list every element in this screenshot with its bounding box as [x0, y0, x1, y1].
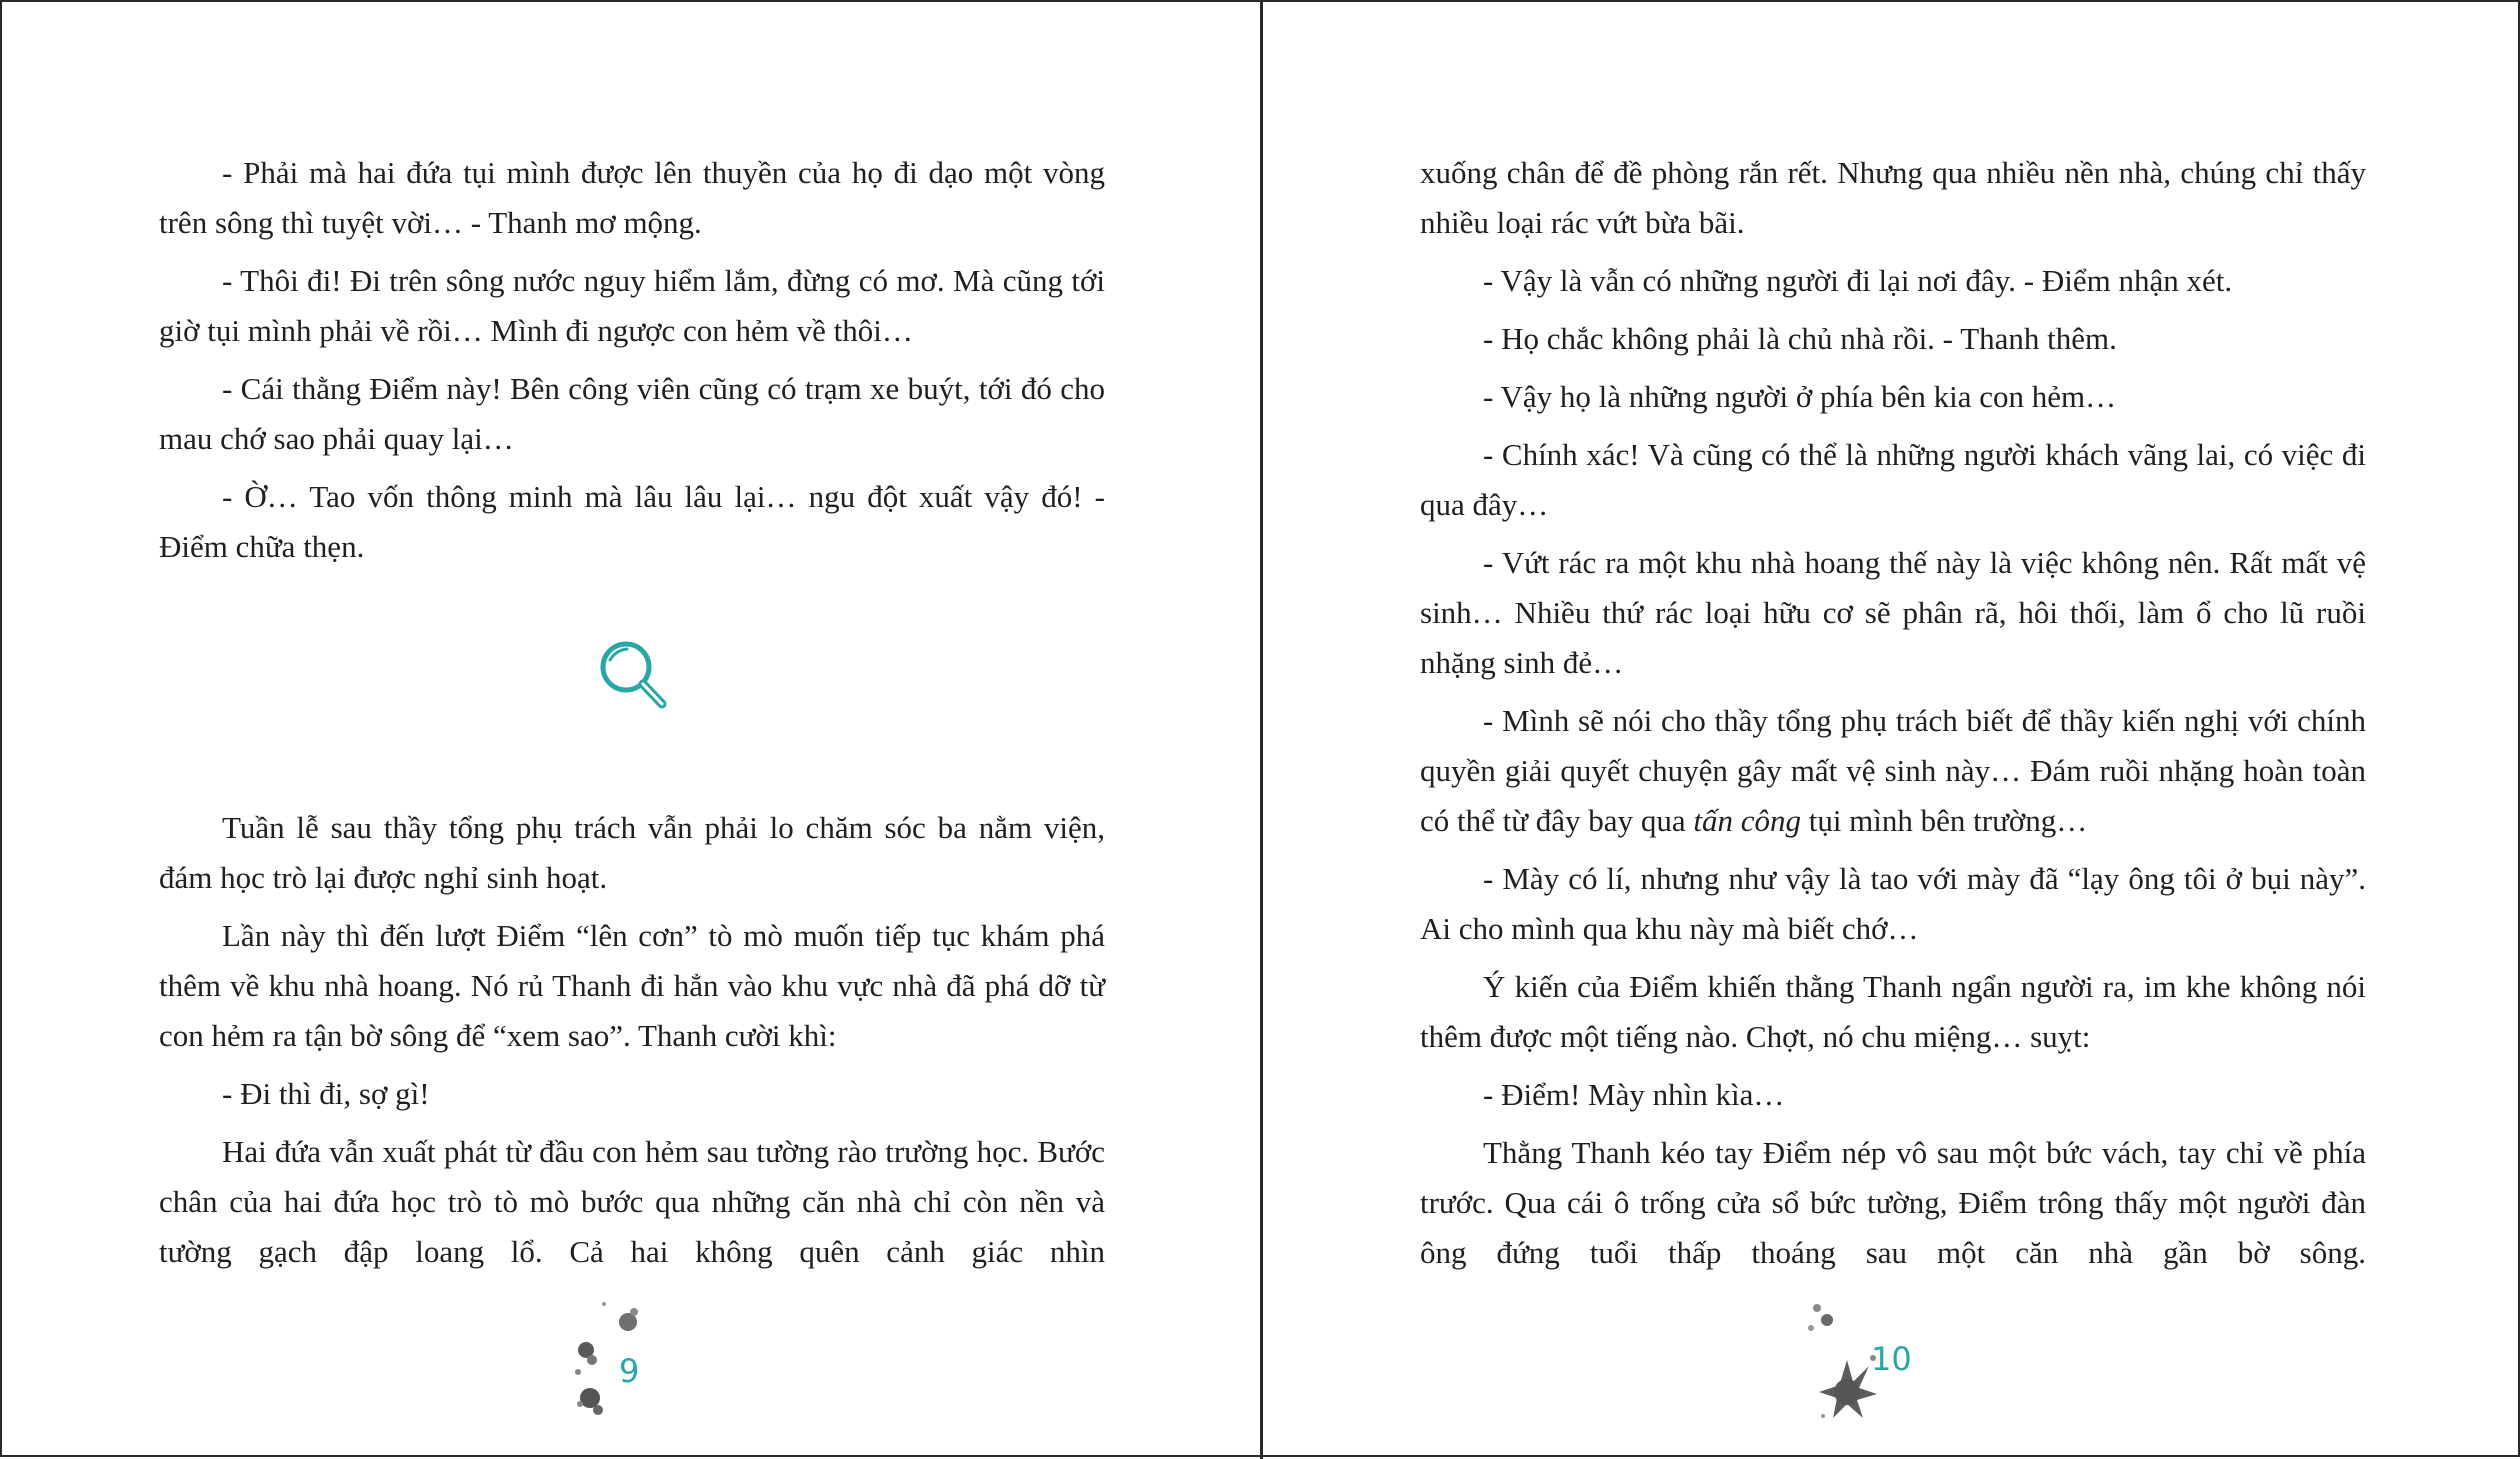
- italic-phrase: tấn công: [1693, 803, 1801, 838]
- paragraph-text: - Mình sẽ nói cho thầy tổng phụ trách biết để thầy kiến nghị với chính quyền giải quyết chuyện gây mất vệ sinh này… Đám ruồi nhặng hoàn toàn có thể từ đây bay qua: [1420, 703, 2366, 838]
- page-number: 10: [1871, 1340, 1912, 1378]
- right-page: [1263, 2, 2520, 1459]
- left-text-block-2: [159, 803, 1105, 1285]
- paragraph: - Điểm! Mày nhìn kìa…: [1483, 1077, 1785, 1112]
- paragraph: - Vứt rác ra một khu nhà hoang thế này là việc không nên. Rất mất vệ sinh… Nhiều thứ rác loại hữu cơ sẽ phân rã, hôi thối, làm ổ cho lũ ruồi nhặng sinh đẻ…: [1420, 545, 2366, 680]
- paragraph: Ý kiến của Điểm khiến thằng Thanh ngẩn người ra, im khe không nói thêm được một tiếng nào. Chợt, nó chu miệng… suỵt:: [1420, 969, 2366, 1054]
- magnifier-icon: [594, 636, 672, 719]
- paragraph: - Cái thằng Điểm này! Bên công viên cũng có trạm xe buýt, tới đó cho mau chớ sao phải quay lại…: [159, 371, 1105, 456]
- paragraph: Hai đứa vẫn xuất phát từ đầu con hẻm sau tường rào trường học. Bước chân của hai đứa học trò tò mò bước qua những căn nhà chỉ còn nền và tường gạch đập loang lổ. Cả hai không quên cảnh giác nhìn: [159, 1134, 1105, 1269]
- right-text-block: [1420, 148, 2366, 1286]
- paragraph: Lần này thì đến lượt Điểm “lên cơn” tò mò muốn tiếp tục khám phá thêm về khu nhà hoang. Nó rủ Thanh đi hẳn vào khu vực nhà đã phá dỡ từ con hẻm ra tận bờ sông để “xem sao”. Thanh cười khì:: [159, 918, 1105, 1053]
- paragraph: - Chính xác! Và cũng có thể là những người khách vãng lai, có việc đi qua đây…: [1420, 437, 2366, 522]
- paragraph: - Vậy họ là những người ở phía bên kia con hẻm…: [1483, 379, 2117, 414]
- paragraph: - Thôi đi! Đi trên sông nước nguy hiểm lắm, đừng có mơ. Mà cũng tới giờ tụi mình phải về rồi… Mình đi ngược con hẻm về thôi…: [159, 263, 1105, 348]
- paragraph-continuation: xuống chân để đề phòng rắn rết. Nhưng qua nhiều nền nhà, chúng chỉ thấy nhiều loại rác vứt bừa bãi.: [1420, 155, 2366, 240]
- paragraph-text: tụi mình bên trường…: [1800, 803, 2088, 838]
- page-number: 9: [619, 1352, 640, 1390]
- paragraph: - Mày có lí, nhưng như vậy là tao với mày đã “lạy ông tôi ở bụi này”. Ai cho mình qua khu này mà biết chớ…: [1420, 861, 2366, 946]
- paragraph: Thằng Thanh kéo tay Điểm nép vô sau một bức vách, tay chỉ về phía trước. Qua cái ô trống cửa sổ bức tường, Điểm trông thấy một người đàn ông đứng tuổi thấp thoáng sau một căn nhà gần bờ sông.: [1420, 1135, 2366, 1270]
- paragraph: - Đi thì đi, sợ gì!: [222, 1076, 430, 1111]
- paragraph: - Phải mà hai đứa tụi mình được lên thuyền của họ đi dạo một vòng trên sông thì tuyệt vời… - Thanh mơ mộng.: [159, 155, 1105, 240]
- left-text-block-1: [159, 148, 1105, 580]
- paragraph: [1420, 696, 2366, 846]
- paragraph: - Họ chắc không phải là chủ nhà rồi. - Thanh thêm.: [1483, 321, 2117, 356]
- left-page: [2, 2, 1260, 1459]
- paragraph: Tuần lễ sau thầy tổng phụ trách vẫn phải lo chăm sóc ba nằm viện, đám học trò lại được nghỉ sinh hoạt.: [159, 810, 1105, 895]
- paragraph: - Vậy là vẫn có những người đi lại nơi đây. - Điểm nhận xét.: [1483, 263, 2233, 298]
- paragraph: - Ờ… Tao vốn thông minh mà lâu lâu lại… ngu đột xuất vậy đó! - Điểm chữa thẹn.: [159, 479, 1105, 564]
